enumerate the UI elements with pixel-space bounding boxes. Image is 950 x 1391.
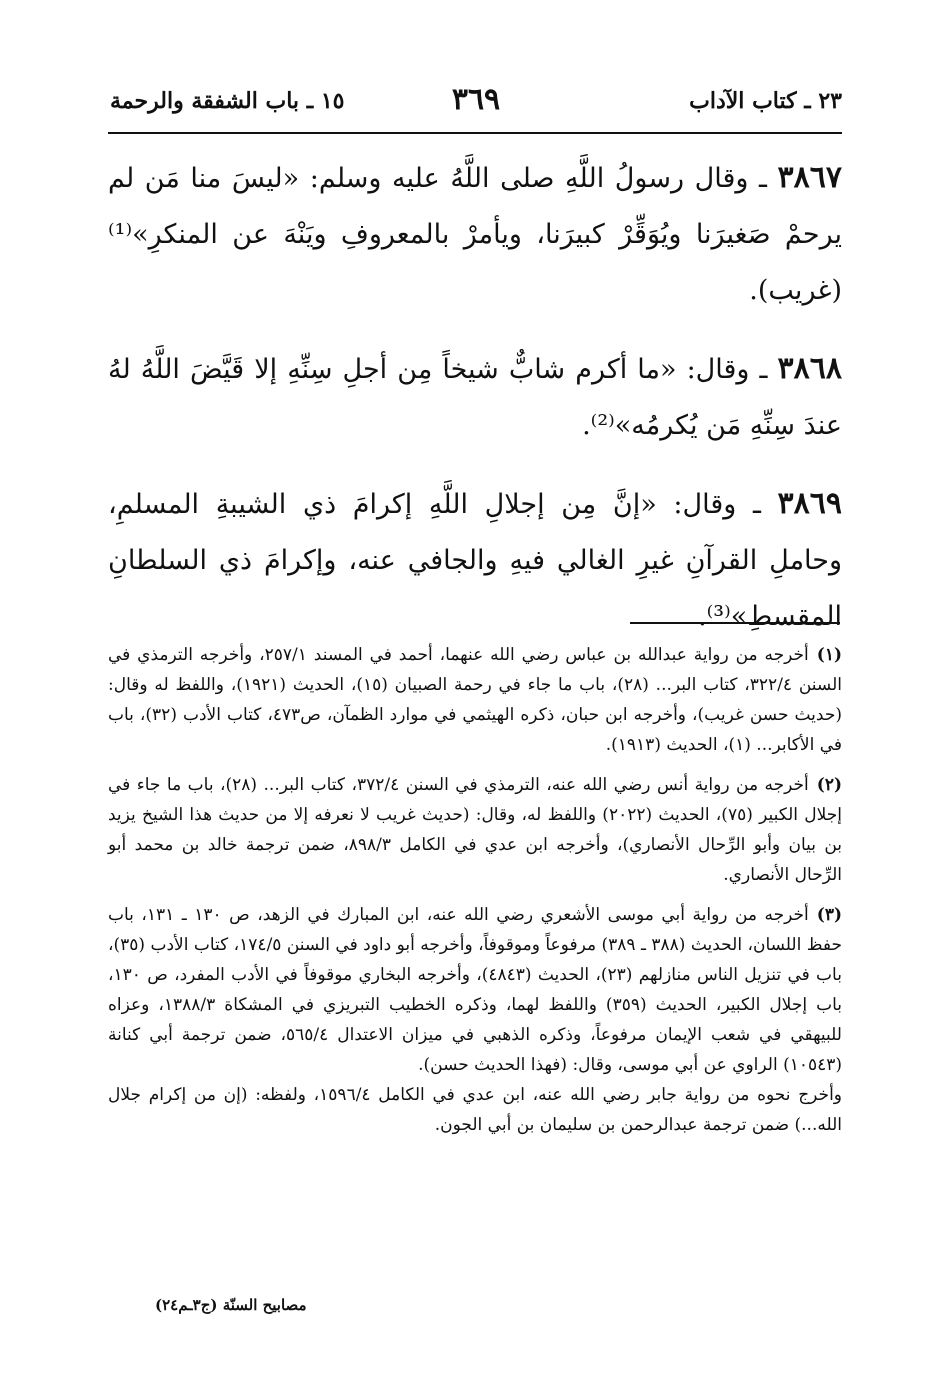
- hadith-number: ٣٨٦٩: [777, 486, 842, 521]
- footnote-divider: [630, 622, 840, 624]
- header-divider: [108, 132, 842, 134]
- page-number: ٣٦٩: [451, 82, 501, 117]
- hadith-number: ٣٨٦٨: [777, 351, 842, 386]
- footnote: [108, 770, 842, 890]
- footnote: [108, 640, 842, 760]
- footnote-number: (١): [816, 645, 842, 665]
- hadith-entry: [108, 476, 842, 645]
- section-title: ١٥ ـ باب الشفقة والرحمة: [110, 88, 345, 114]
- footnote: [108, 900, 842, 1080]
- footnote-number: (٣): [816, 905, 842, 925]
- footnote-text: أخرجه من رواية أبي موسى الأشعري رضي الله عنه، ابن المبارك في الزهد، ص ١٣٠ ـ ١٣١، باب حفظ اللسان، الحديث (٣٨٨ ـ ٣٨٩) مرفوعاً وموقوفاً، وأخرجه أبو داود في السنن ١٧٤/٥، كتاب الأدب (٣٥)، باب في تنزيل الناس منازلهم (٢٣)، الحديث (٤٨٤٣)، وأخرجه البخاري موقوفاً في الأدب المفرد، ص ١٣٠، باب إجلال الكبير، الحديث (٣٥٩) واللفظ لهما، وذكره الخطيب التبريزي في المشكاة ١٣٨٨/٣، وعزاه للبيهقي في شعب الإيمان مرفوعاً، وذكره الذهبي في ميزان الاعتدال ٥٦٥/٤، ضمن ترجمة أبي كنانة (١٠٥٤٣) الراوي عن أبي موسى، وقال: (فهذا الحديث حسن).: [108, 905, 842, 1075]
- hadith-number: ٣٨٦٧: [777, 160, 842, 195]
- hadith-text: ـ وقال رسولُ اللَّهِ صلى اللَّهُ عليه وسلم: «ليسَ منا مَن لم يرحمْ صَغيرَنا ويُوَقِّرْ كبيرَنا، ويأمرْ بالمعروفِ ويَنْهَ عن المنكرِ»⁽¹⁾ (غريب).: [108, 163, 842, 306]
- footnote-text: أخرجه من رواية أنس رضي الله عنه، الترمذي في السنن ٣٧٢/٤، كتاب البر... (٢٨)، باب ما جاء في إجلال الكبير (٧٥)، الحديث (٢٠٢٢) واللفظ له، وقال: (حديث غريب لا نعرفه إلا من حديث هذا الشيخ يزيد بن بيان وأبو الرِّحال الأنصاري)، وأخرجه ابن عدي في الكامل ٨٩٨/٣، ضمن ترجمة خالد بن محمد أبو الرِّحال الأنصاري.: [108, 775, 842, 885]
- hadith-text: ـ وقال: «إنَّ مِن إجلالِ اللَّهِ إكرامَ ذي الشيبةِ المسلمِ، وحاملِ القرآنِ غيرِ الغالي فيهِ والجافي عنه، وإكرامَ ذي السلطانِ المقسطِ»⁽³⁾.: [108, 489, 842, 632]
- page-header: [110, 82, 842, 128]
- hadith-list: [108, 150, 842, 667]
- printer-signature: مصابيح السنّة (ج٣ـم٢٤): [155, 1296, 307, 1314]
- footnotes: [108, 640, 842, 1150]
- footnote-number: (٢): [816, 775, 842, 795]
- hadith-text: ـ وقال: «ما أكرم شابٌّ شيخاً مِن أجلِ سِنِّهِ إلا قَيَّضَ اللَّهُ لهُ عندَ سِنِّهِ مَن يُكرمُه»⁽²⁾.: [108, 354, 842, 441]
- hadith-entry: [108, 150, 842, 319]
- chapter-title: ٢٣ ـ كتاب الآداب: [689, 88, 842, 114]
- hadith-entry: [108, 341, 842, 454]
- footnote-text: أخرجه من رواية عبدالله بن عباس رضي الله عنهما، أحمد في المسند ٢٥٧/١، وأخرجه الترمذي في السنن ٣٢٢/٤، كتاب البر... (٢٨)، باب ما جاء في رحمة الصبيان (١٥)، الحديث (١٩٢١)، واللفظ له وقال: (حديث حسن غريب)، وأخرجه ابن حبان، ذكره الهيثمي في موارد الظمآن، ص٤٧٣، كتاب الأدب (٣٢)، باب في الأكابر... (١)، الحديث (١٩١٣).: [108, 645, 842, 755]
- footnote-continuation: وأخرج نحوه من رواية جابر رضي الله عنه، ابن عدي في الكامل ١٥٩٦/٤، ولفظه: (إن من إكرام جلال الله...) ضمن ترجمة عبدالرحمن بن سليمان بن أبي الجون.: [108, 1085, 842, 1135]
